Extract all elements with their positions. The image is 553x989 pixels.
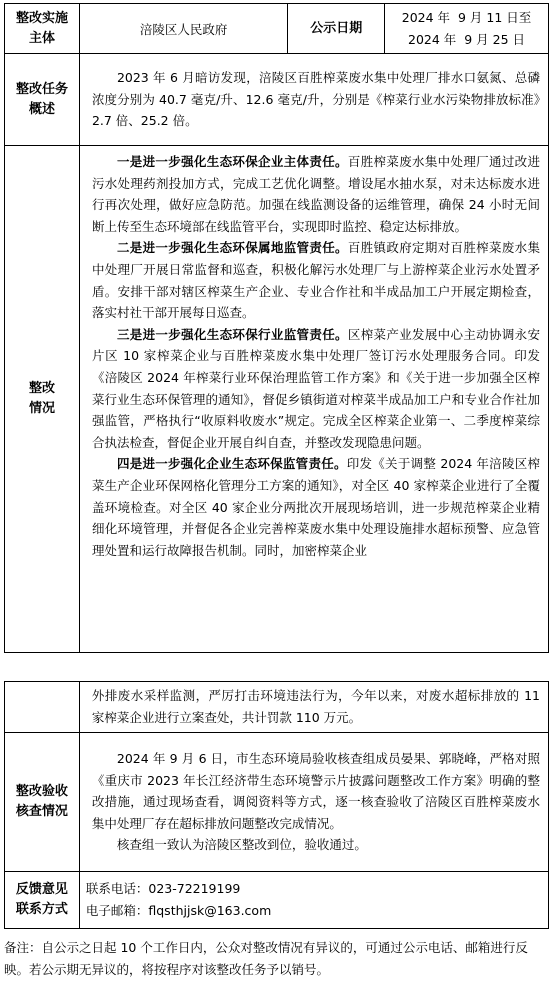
status-row bbox=[5, 146, 549, 653]
overview-text: 2023 年 6 月暗访发现，涪陵区百胜榨菜废水集中处理厂排水口氨氮、总磷浓度分别为 40.7 毫克/升、12.6 毫克/升，分别是《榨菜行业水污染物排放标准》2.7 倍、25.2 倍。 bbox=[91, 70, 540, 129]
feedback-phone: 联系电话：023-72219199 bbox=[85, 881, 241, 896]
status-paragraph-4 bbox=[92, 453, 540, 561]
unit-label: 整改实施主体 bbox=[5, 4, 80, 54]
date-value bbox=[385, 4, 549, 54]
status-p4-continued: 外排废水采样监测，严厉打击环境违法行为，今年以来，对废水超标排放的 11 家榨菜企业进行立案查处，共计罚款 110 万元。 bbox=[91, 688, 540, 725]
status-continued-label bbox=[5, 682, 80, 733]
feedback-email: 电子邮箱：flqsthjjsk@163.com bbox=[85, 903, 272, 918]
overview-text-cell bbox=[79, 54, 548, 146]
status-paragraph-1 bbox=[92, 151, 540, 237]
status-paragraph-3 bbox=[92, 324, 540, 454]
status-label: 整改情况 bbox=[5, 146, 80, 653]
acceptance-label: 整改验收核查情况 bbox=[5, 733, 80, 872]
feedback-contact-cell bbox=[79, 872, 548, 929]
acceptance-paragraph-1: 2024 年 9 月 6 日，市生态环境局验收核查组成员晏果、郭晓峰，严格对照《重庆市 2023 年长江经济带生态环境警示片披露问题整改工作方案》明确的整改措施，通过现场查看，调阅资料等方式，逐一核查验收了涪陵区百胜榨菜废水集中处理厂存在超标排放问题整改完成情况。 bbox=[91, 751, 540, 831]
unit-value: 涪陵区人民政府 bbox=[79, 4, 287, 54]
remarks-note: 备注：自公示之日起 10 个工作日内，公众对整改情况有异议的，可通过公示电话、邮箱进行反映。若公示期无异议的，将按程序对该整改任务予以销号。 bbox=[4, 940, 528, 977]
status-continued-row bbox=[5, 682, 549, 733]
header-row bbox=[5, 4, 549, 54]
status-text-cell bbox=[79, 146, 548, 653]
feedback-row bbox=[5, 872, 549, 929]
overview-label: 整改任务概述 bbox=[5, 54, 80, 146]
status-p1-title: 一是进一步强化生态环保企业主体责任。 bbox=[116, 154, 348, 169]
status-p1-body: 百胜榨菜废水集中处理厂通过改进污水处理药剂投加方式，完成工艺优化调整。增设尾水抽水泵，对未达标废水进行再次处理，做好应急防范。加强在线监测设备的运维管理，确保 24 小时无间断上传至生态环境部在线监管平台，实现即时监控、稳定达标排放。 bbox=[91, 154, 540, 234]
status-continued-cell bbox=[79, 682, 548, 733]
feedback-label: 反馈意见联系方式 bbox=[5, 872, 80, 929]
overview-row bbox=[5, 54, 549, 146]
status-p3-title: 三是进一步强化生态环保行业监管责任。 bbox=[116, 326, 348, 342]
status-p4-title: 四是进一步强化企业生态环保监管责任。 bbox=[116, 456, 347, 472]
rectification-table-part2 bbox=[4, 681, 549, 929]
status-p3-body: 区榨菜产业发展中心主动协调永安片区 10 家榨菜企业与百胜榨菜废水集中处理厂签订污水处理服务合同。印发《涪陵区 2024 年榨菜行业环保治理监管工作方案》和《关于进一步加强全区榨菜行业生态环保管理的通知》，督促乡镇街道对榨菜半成品加工户和专业合作社加强监管，严格执行“收原料收废水”规定。完成全区榨菜企业第一、二季度榨菜综合执法检查，督促企业开展自纠自查，并整改发现隐患问题。 bbox=[91, 326, 540, 450]
date-line-1: 2024 年 9 月 11 日至 bbox=[401, 9, 532, 25]
acceptance-row bbox=[5, 733, 549, 872]
status-p2-title: 二是进一步强化生态环保属地监管责任。 bbox=[116, 240, 348, 256]
status-p2-body: 百胜镇政府定期对百胜榨菜废水集中处理厂开展日常监督和巡查，积极化解污水处理厂与上游榨菜企业污水处置矛盾。安排干部对辖区榨菜生产企业、专业合作社和半成品加工户开展定期检查，落实村社干部开展每日巡查。 bbox=[91, 240, 540, 321]
rectification-table-part1 bbox=[4, 3, 549, 653]
date-line-2: 2024 年 9 月 25 日 bbox=[408, 31, 526, 47]
status-p4-body: 印发《关于调整 2024 年涪陵区榨菜生产企业环保网格化管理分工方案的通知》，对全区 40 家榨菜企业进行了全覆盖环境检查。对全区 40 家企业分两批次开展现场培训，进一步规范榨菜企业精细化环境管理，并督促各企业完善榨菜废水集中处理设施排水超标预警、应急管理处置和运行故障报告机制。同时，加密榨菜企业 bbox=[91, 456, 540, 558]
date-label: 公示日期 bbox=[288, 4, 385, 54]
status-paragraph-2 bbox=[92, 237, 540, 323]
acceptance-text-cell bbox=[79, 733, 548, 872]
acceptance-paragraph-2: 核查组一致认为涪陵区整改到位，验收通过。 bbox=[116, 837, 367, 853]
